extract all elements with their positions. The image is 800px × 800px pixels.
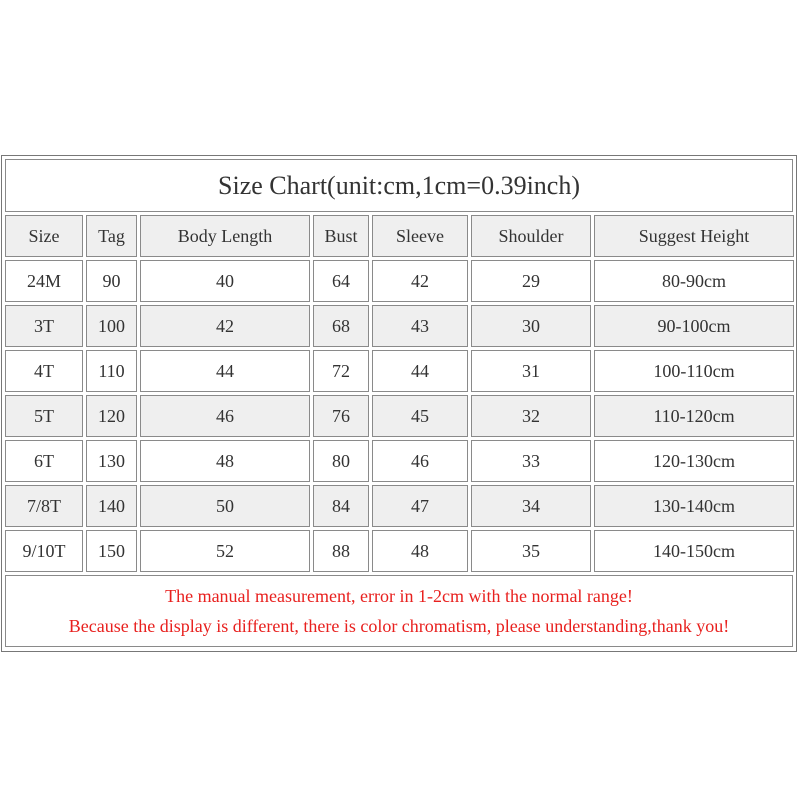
cell-suggest-height: 80-90cm — [594, 260, 794, 302]
cell-bust: 84 — [313, 485, 369, 527]
notes-box — [5, 575, 793, 647]
cell-body-length: 44 — [140, 350, 310, 392]
cell-body-length: 42 — [140, 305, 310, 347]
cell-suggest-height: 120-130cm — [594, 440, 794, 482]
cell-suggest-height: 110-120cm — [594, 395, 794, 437]
header-size: Size — [5, 215, 83, 257]
cell-suggest-height: 140-150cm — [594, 530, 794, 572]
cell-tag: 120 — [86, 395, 137, 437]
cell-shoulder: 31 — [471, 350, 591, 392]
header-tag: Tag — [86, 215, 137, 257]
cell-body-length: 46 — [140, 395, 310, 437]
header-bust: Bust — [313, 215, 369, 257]
cell-tag: 130 — [86, 440, 137, 482]
cell-shoulder: 35 — [471, 530, 591, 572]
cell-bust: 68 — [313, 305, 369, 347]
cell-shoulder: 33 — [471, 440, 591, 482]
color-note: Because the display is different, there is color chromatism, please understanding,thank you! — [68, 615, 730, 636]
table-row — [5, 260, 795, 302]
table-row — [5, 395, 795, 437]
cell-body-length: 48 — [140, 440, 310, 482]
size-chart — [1, 155, 797, 652]
header-suggest-height: Suggest Height — [594, 215, 794, 257]
chart-title: Size Chart(unit:cm,1cm=0.39inch) — [5, 159, 793, 212]
table-row — [5, 305, 795, 347]
header-body-length: Body Length — [140, 215, 310, 257]
cell-shoulder: 30 — [471, 305, 591, 347]
cell-tag: 150 — [86, 530, 137, 572]
cell-suggest-height: 90-100cm — [594, 305, 794, 347]
cell-sleeve: 45 — [372, 395, 468, 437]
cell-shoulder: 29 — [471, 260, 591, 302]
cell-tag: 90 — [86, 260, 137, 302]
cell-bust: 64 — [313, 260, 369, 302]
cell-tag: 140 — [86, 485, 137, 527]
cell-size: 4T — [5, 350, 83, 392]
cell-size: 24M — [5, 260, 83, 302]
table-row — [5, 350, 795, 392]
header-shoulder: Shoulder — [471, 215, 591, 257]
cell-tag: 110 — [86, 350, 137, 392]
cell-body-length: 52 — [140, 530, 310, 572]
cell-sleeve: 42 — [372, 260, 468, 302]
cell-size: 3T — [5, 305, 83, 347]
cell-size: 6T — [5, 440, 83, 482]
cell-bust: 72 — [313, 350, 369, 392]
cell-body-length: 40 — [140, 260, 310, 302]
table-row — [5, 530, 795, 572]
cell-tag: 100 — [86, 305, 137, 347]
cell-bust: 88 — [313, 530, 369, 572]
cell-suggest-height: 130-140cm — [594, 485, 794, 527]
header-sleeve: Sleeve — [372, 215, 468, 257]
cell-shoulder: 32 — [471, 395, 591, 437]
table-row — [5, 440, 795, 482]
cell-sleeve: 48 — [372, 530, 468, 572]
cell-body-length: 50 — [140, 485, 310, 527]
cell-size: 9/10T — [5, 530, 83, 572]
table-row — [5, 485, 795, 527]
cell-size: 7/8T — [5, 485, 83, 527]
cell-sleeve: 44 — [372, 350, 468, 392]
cell-sleeve: 47 — [372, 485, 468, 527]
cell-sleeve: 46 — [372, 440, 468, 482]
cell-sleeve: 43 — [372, 305, 468, 347]
cell-size: 5T — [5, 395, 83, 437]
cell-suggest-height: 100-110cm — [594, 350, 794, 392]
table-header-row — [5, 215, 795, 257]
size-table — [5, 215, 795, 575]
cell-bust: 80 — [313, 440, 369, 482]
cell-shoulder: 34 — [471, 485, 591, 527]
measurement-note: The manual measurement, error in 1-2cm with the normal range! — [165, 585, 633, 606]
cell-bust: 76 — [313, 395, 369, 437]
